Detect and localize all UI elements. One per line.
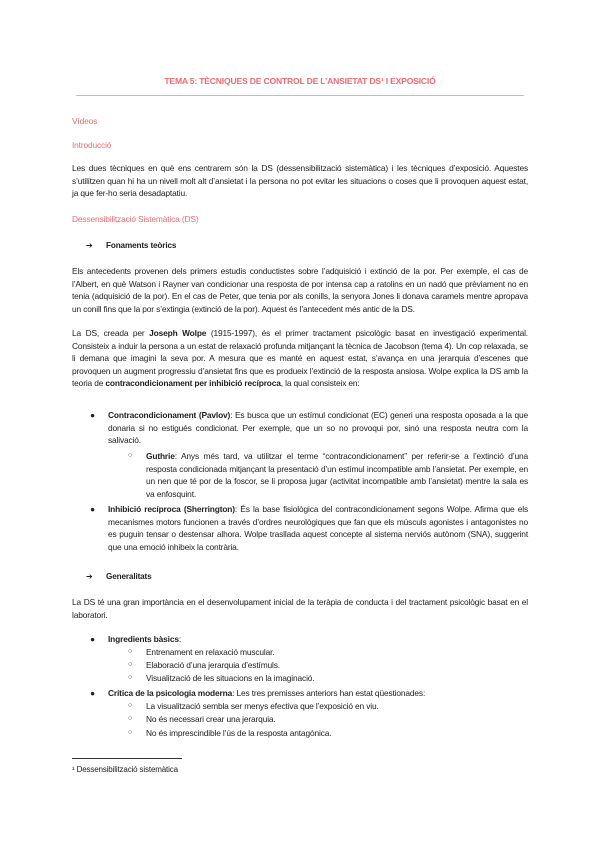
- bullet-dot-icon: ●: [90, 634, 95, 644]
- sub-bullet-guthrie: [128, 450, 528, 500]
- bullet-text: [108, 503, 528, 553]
- list-item: [128, 700, 528, 713]
- bullet-term: Contracondicionament (Pavlov): [108, 410, 231, 420]
- generalitats-heading-label: Generalitats: [106, 572, 152, 581]
- bullet-body: : Les tres premisses anteriors han estat qüestionades:: [232, 688, 426, 698]
- sub-bullet-circle-icon: ○: [128, 452, 133, 459]
- bullet-body: : És la base fisiològica del contracondicionament segons Wolpe. Afirma que els mecanismes motors funcionen a través d’ordres neurològiques que fan que els músculs agonistes i antagonistes no es puguin tensar o destensar alhora. Wolpe trasllada aquest concepte al sistema nerviós autònom (SNA), suggerint que una emoció inhibeix la contrària.: [108, 504, 529, 552]
- p2-text-b: (1915-1997), és el primer tractament psicològic basat en investigació experimental. Consisteix a induir la persona a un estat de relaxació profunda mitjançant la tècnica de Jacobson (tema 4). Un cop relaxada, se li demana que imagini la seva por. A mesura que es manté en aquest estat, s’avança en una jerarquia d’escenes que provoquen un augment progressiu d’ansietat fins que es produeix l’extinció de la resposta ansiosa. Wolpe explica la DS amb la teoria de: [72, 328, 528, 389]
- bullet-text: [108, 409, 528, 447]
- bullet-contracondicionament: [86, 409, 528, 447]
- list-item: [128, 659, 528, 672]
- p2-author: Joseph Wolpe: [149, 328, 207, 338]
- sub-bullet-circle-icon: ○: [128, 702, 133, 709]
- bullet-term: Ingredients bàsics: [108, 634, 179, 644]
- sub-bullet-circle-icon: ○: [128, 648, 133, 655]
- arrow-icon: ➔: [86, 572, 93, 581]
- list-item-text: Visualització de les situacions en la imaginació.: [146, 673, 315, 683]
- sub-bullet-circle-icon: ○: [128, 674, 133, 681]
- bullet-colon: :: [178, 634, 182, 644]
- sub-bullet-text: [146, 450, 528, 500]
- bullet-critica: [86, 687, 528, 700]
- bullet-term: Crítica de la psicologia moderna: [108, 688, 233, 698]
- fonaments-heading: [86, 240, 526, 253]
- bullet-text: [108, 633, 528, 646]
- generalitats-paragraph: La DS té una gran importància en el desenvolupament inicial de la teràpia de conducta i del tractament psicològic basat en el laboratori.: [72, 597, 528, 620]
- p2-text-a: La DS, creada per: [72, 328, 150, 338]
- page-title: TEMA 5: TÈCNIQUES DE CONTROL DE L’ANSIETAT DS¹ I EXPOSICIÓ: [164, 76, 436, 86]
- title-divider: [76, 95, 524, 96]
- list-item: [128, 713, 528, 726]
- list-item-text: La visualització sembla ser menys efectiva que l’exposició en viu.: [146, 701, 379, 711]
- footnote: ¹ Dessensibilització sistemàtica: [72, 765, 178, 774]
- list-item-text: No és imprescindible l’ús de la resposta antagònica.: [146, 728, 332, 738]
- arrow-icon: ➔: [86, 241, 93, 250]
- sub-bullet-term: Guthrie: [146, 451, 175, 461]
- fonaments-paragraph-2: [72, 327, 528, 390]
- fonaments-paragraph-1: Els antecedents provenen dels primers estudis conductistes sobre l’adquisició i extinció de la por. Per exemple, el cas de l’Albert, en què Watson i Rayner van condicionar una resposta de por intensa cap a ratolins en un nadó que prèviament no en tenia (adquisició de la por). En el cas de Peter, que tenia por als conills, la senyora Jones li donava caramels mentre apropava un conill fins que la por s’extingia (extinció de la por). Aquest és l’antecedent més antic de la DS.: [72, 266, 528, 314]
- generalitats-heading: [86, 571, 526, 584]
- footnote-divider: [72, 758, 182, 759]
- p2-term: contracondicionament per inhibició recíproca: [105, 378, 281, 389]
- list-item: [128, 646, 528, 659]
- section-ds-heading: Dessensibilització Sistemàtica (DS): [72, 214, 199, 224]
- list-item: [128, 727, 528, 740]
- list-item-text: No és necessari crear una jerarquia.: [146, 714, 276, 724]
- sub-bullet-circle-icon: ○: [128, 661, 133, 668]
- bullet-ingredients: [86, 633, 528, 646]
- bullet-term: Inhibició recíproca (Sherrington): [108, 504, 235, 514]
- section-intro-heading: Introducció: [72, 140, 112, 150]
- list-item: [128, 672, 528, 685]
- section-videos-heading: Vídeos: [72, 116, 98, 126]
- bullet-dot-icon: ●: [90, 688, 95, 698]
- bullet-dot-icon: ●: [90, 504, 95, 514]
- bullet-body: : Es busca que un estímul condicionat (EC) generi una resposta oposada a la que donaria si no estigués condicionat. Per exemple, que un so no provoqui por, sinó una resposta neutra com la salivació.: [108, 410, 528, 446]
- intro-paragraph: Les dues tècniques en què ens centrarem són la DS (dessensibilització sistemàtica) i les tècniques d’exposició. Aquestes s’utilitzen quan hi ha un nivell molt alt d’ansietat i la persona no pot evitar les situacions o coses que li provoquen aquest estat, ja que fer-ho seria desadaptatiu.: [72, 163, 528, 199]
- list-item-text: Entrenament en relaxació muscular.: [146, 647, 275, 657]
- sub-bullet-body: : Anys més tard, va utilitzar el terme “contracondicionament” per referir-se a l’extinció d’una resposta condicionada mitjançant la presentació d’un estímul incompatible amb l’ansietat. Per exemple, en un nen que té por de la foscor, se li proposa jugar (activitat incompatible amb l’ansietat) mentre la sala es va enfosquint.: [146, 451, 528, 499]
- sub-bullet-circle-icon: ○: [128, 715, 133, 722]
- list-item-text: Elaboració d’una jerarquia d’estímuls.: [146, 660, 280, 670]
- bullet-dot-icon: ●: [90, 410, 95, 420]
- sub-bullet-circle-icon: ○: [128, 729, 133, 736]
- p2-text-c: , la qual consisteix en:: [280, 378, 360, 389]
- bullet-text: [108, 687, 528, 700]
- fonaments-heading-label: Fonaments teòrics: [106, 241, 177, 250]
- bullet-inhibicio: [86, 503, 528, 553]
- document-page: [72, 0, 528, 848]
